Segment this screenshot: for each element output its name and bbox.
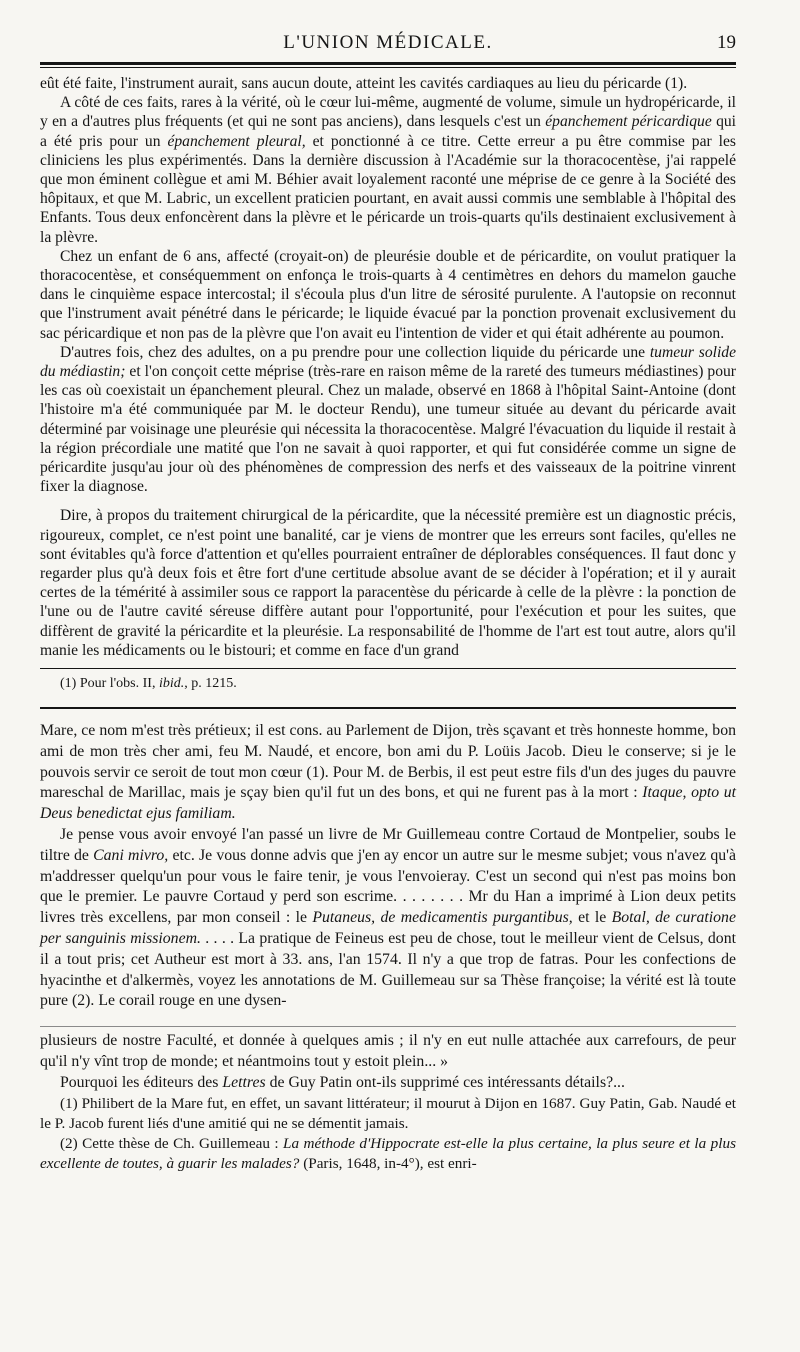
letter-section [40,721,736,1174]
running-header [40,24,736,58]
footnote: (1) Philibert de la Mare fut, en effet, un savant littérateur; il mourut à Dijon en 1687. Guy Patin, Gab. Naudé et le P. Jacob furent liés d'une amitié qui ne se démentit jamais. [40,1094,736,1132]
section-rule [40,707,736,709]
page [40,24,736,1174]
header-rule-thick [40,62,736,65]
journal-title: L'UNION MÉDICALE. [283,32,493,53]
footnote: (2) Cette thèse de Ch. Guillemeau : La méthode d'Hippocrate est-elle la plus certaine, la plus seure et la plus excellente de toutes, à guarir les malades? (Paris, 1648, in-4°), est enri- [40,1134,736,1172]
footnote-separator [40,668,736,669]
paragraph: Dire, à propos du traitement chirurgical de la péricardite, que la nécessité première est un diagnostic précis, rigoureux, complet, ce n'est point une banalité, car je viens de montrer que les erreurs sont faciles, qu'elles ne sont évitables qu'à force d'attention et qu'elles pourraient entraîner de déplorables conséquences. Il faut donc y regarder plus qu'à deux fois et être fort d'une certitude absolue avant de se décider à l'opération; et il y aurait certes de la témérité à assimiler sous ce rapport la paracentèse du péricarde à celle de la plèvre : la ponction de l'une ou de l'autre cavité séreuse diffère autant pour l'opportunité, pour l'exécution et pour les suites, que diffèrent de gravité la péricardite et la pleurésie. La responsabilité de l'homme de l'art est tout autre, alors qu'il manie les médicaments ou le bistouri; et comme en face d'un grand [40,507,736,659]
page-number: 19 [717,32,736,53]
paragraph: Je pense vous avoir envoyé l'an passé un livre de Mr Guillemeau contre Cortaud de Montpelier, soubs le tiltre de Cani mivro, etc. Je vous donne advis que j'en ay encor un autre sur le mesme subjet; vous n'avez qu'à m'addresser quelqu'un pour vous le faire tenir, je vous l'envoieray. C'est un second qui n'est pas moins bon que le premier. Le pauvre Cortaud y perd son escrime. . . . . . . . Mr du Han a imprimé à Lion deux petits livres très excellens, par mon conseil : le Putaneus, de medicamentis purgantibus, et le Botal, de curatione per sanguinis missionem. . . . . La pratique de Feineus est peu de chose, tout le meilleur vient de Celsus, dont il a tout pris; cet Autheur est mort à 33. ans, l'an 1574. Il n'y a que trop de fatras. Pour les confections de hyacinthe et d'alkermès, voyez les annotations de M. Guillemeau sur sa Thèse françoise; la vérité est là toute pure (2). Le corail rouge en une dysen- [40,826,737,1010]
header-rule-thin [40,67,736,68]
paragraph: D'autres fois, chez des adultes, on a pu prendre pour une collection liquide du péricarde une tumeur solide du médiastin; et l'on conçoit cette méprise (très-rare en raison même de la rareté des tumeurs médiastines) pour les cas où coexistait un épanchement pleural. Chez un malade, observé en 1868 à l'hôpital Saint-Antoine (dont l'histoire m'a été communiquée par M. le docteur Rendu), une tumeur située au devant du péricarde avait déterminé par voisinage une pleurésie qui nécessita la thoracocentèse. Malgré l'évacuation du liquide il restait à la région précordiale une matité que l'on ne savait à quoi rapporter, et qui fut considérée comme un signe de péricardite jusqu'au jour où des phénomènes de compression des nerfs et des vaisseaux de la poitrine vinrent fixer la diagnose. [40,343,737,496]
column-break-rule [40,1026,736,1027]
paragraph: Pourquoi les éditeurs des Lettres de Guy Patin ont-ils supprimé ces intéressants détails?... [60,1073,625,1091]
article-body [40,74,736,693]
paragraph: plusieurs de nostre Faculté, et donnée à quelques amis ; il n'y en eut nulle attachée aux carrefours, de peur qu'il n'y vînt trop de monde; et néantmoins tout y estoit plein... » [40,1032,736,1071]
paragraph: Chez un enfant de 6 ans, affecté (croyait-on) de pleurésie double et de péricardite, on voulut pratiquer la thoracocentèse, et conséquemment on enfonça le trois-quarts à 4 centimètres en dehors du mamelon gauche dans le cinquième espace intercostal; il s'écoula plus d'un litre de sérosité purulente. A l'autopsie on reconnut que l'instrument avait pénétré dans le péricarde; le liquide évacué par la ponction provenait exclusivement du sac péricardique et non pas de la plèvre que l'on avait eu l'intention de vider et qui était adhérente au poumon. [40,247,736,342]
footnote: (1) Pour l'obs. II, ibid., p. 1215. [60,676,237,692]
paragraph: A côté de ces faits, rares à la vérité, où le cœur lui-même, augmenté de volume, simule un hydropéricarde, il y en a d'autres plus fréquents (et qui ne sont pas anciens), dans lesquels c'est un épanchement péricardique qui a été pris pour un épanchement pleural, et ponctionné à ce titre. Cette erreur a pu être commise par les cliniciens les plus expérimentés. Dans la dernière discussion à l'Académie sur la thoracocentèse, j'ai rappelé que mon éminent collègue et ami M. Béhier avait loyalement raconté une méprise de ce genre à la Société des hôpitaux, et que M. Labric, un excellent praticien pourtant, en avait aussi commis une semblable à l'hôpital des Enfants. Tous deux enfoncèrent dans la plèvre et le péricarde un trois-quarts qu'ils destinaient exclusivement à la plèvre. [40,94,736,246]
paragraph: Mare, ce nom m'est très prétieux; il est cons. au Parlement de Dijon, très sçavant et très honneste homme, bon ami de mon très cher ami, feu M. Naudé, et encore, bon ami du P. Loüis Jacob. Dieu le conserve; si je le pouvois servir ce seroit de tout mon cœur (1). Pour M. de Berbis, il est peut estre fils d'un des juges du pauvre mareschal de Marillac, mais je sçay bien qu'il fut un des bons, et qui ne furent pas à la mort : Itaque, opto ut Deus benedictat ejus familiam. [40,722,737,823]
paragraph: eût été faite, l'instrument aurait, sans aucun doute, atteint les cavités cardiaques au lieu du péricarde (1). [40,75,688,92]
